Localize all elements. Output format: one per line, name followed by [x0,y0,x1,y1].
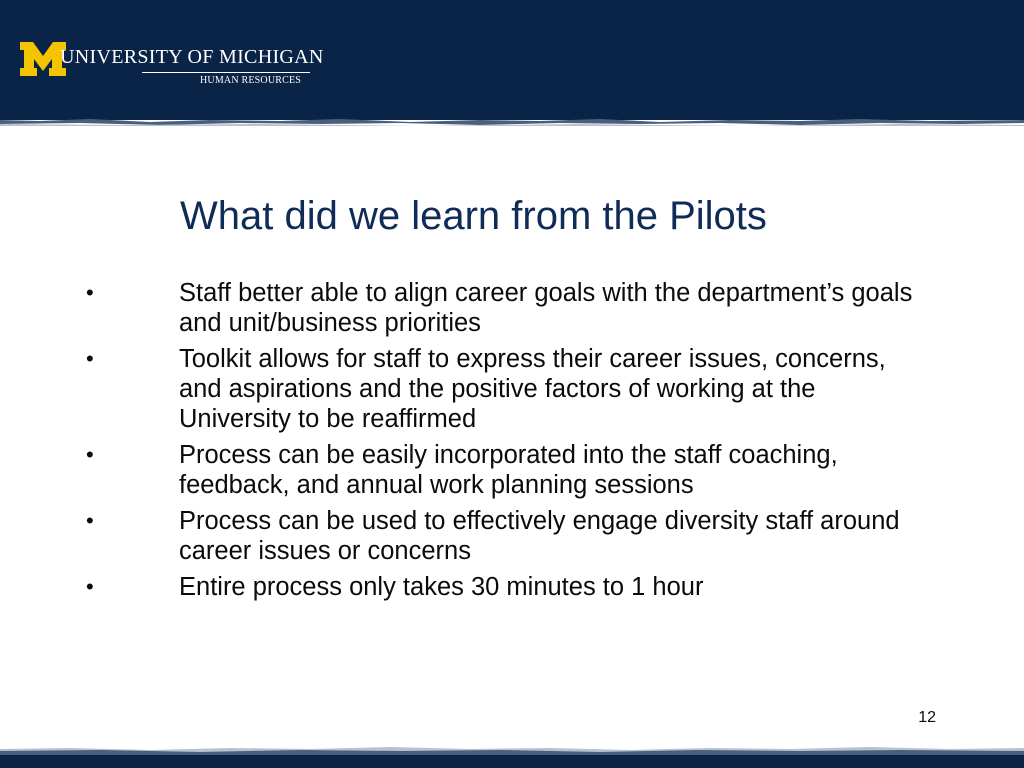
page-number: 12 [918,709,936,726]
bullet-item [0,278,919,338]
footer-band [0,746,1024,768]
header-banner [0,0,1024,116]
bullet-item [0,344,919,434]
bullet-item [0,440,919,500]
logo-department-name: HUMAN RESOURCES [200,75,302,86]
bullet-marker: • [86,346,94,371]
logo-divider [142,72,310,73]
logo-university-name: UNIVERSITY OF MICHIGAN [60,46,324,68]
bullet-text: Process can be used to effectively engage diversity staff around career issues or concerns [179,507,900,565]
bullet-marker: • [86,280,94,305]
bullet-item [0,506,919,566]
bullet-list [0,278,1024,608]
bullet-text: Toolkit allows for staff to express their career issues, concerns, and aspirations and the positive factors of working at the University to be reaffirmed [179,345,886,433]
bullet-text: Staff better able to align career goals with the department’s goals and unit/business priorities [179,279,913,337]
bullet-marker: • [86,508,94,533]
slide-title: What did we learn from the Pilots [180,194,767,238]
bullet-marker: • [86,442,94,467]
bullet-marker: • [86,574,94,599]
university-logo [20,42,324,86]
bullet-item [0,572,919,602]
bullet-text: Entire process only takes 30 minutes to 1 hour [179,573,704,601]
bullet-text: Process can be easily incorporated into the staff coaching, feedback, and annual work planning sessions [179,441,838,499]
header-rough-edge [0,114,1024,128]
